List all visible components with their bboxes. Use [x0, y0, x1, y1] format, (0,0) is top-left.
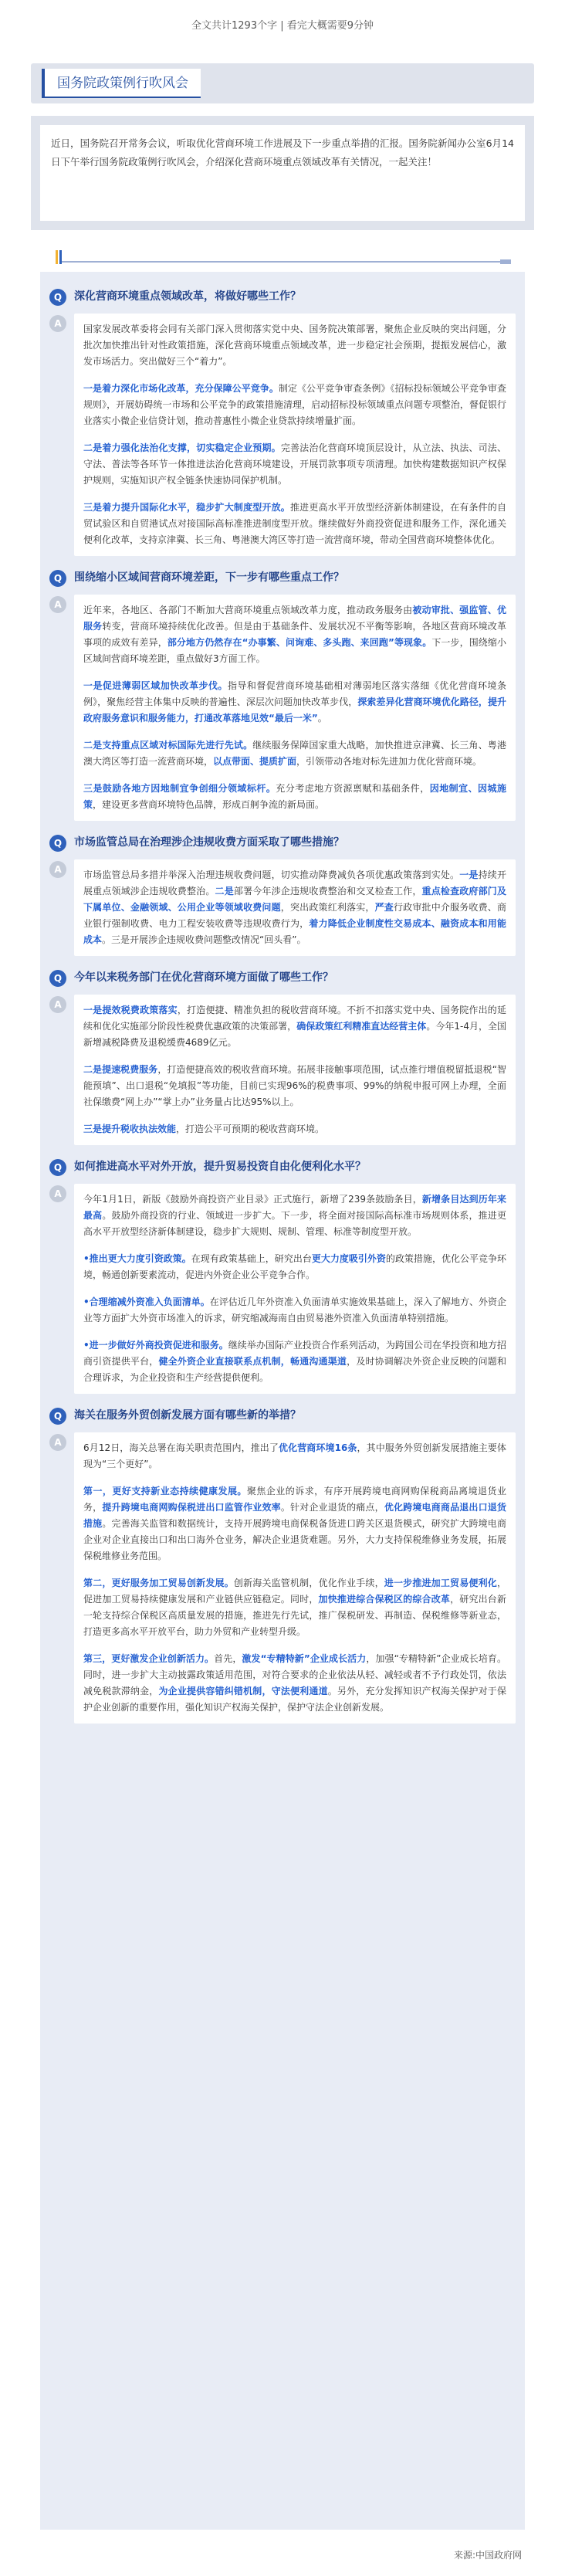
body-text: 。今年1-4月，全国新增减税降费及退税缓费4689亿元。: [83, 1021, 506, 1048]
question-row: [49, 287, 516, 306]
body-text: 指导和督促营商环境基础相对薄弱地区落实落细《优化营商环境条例》，聚焦经营主体集中反映的普遍性、深层次问题加快改革步伐，: [83, 680, 506, 707]
answer-paragraph: [83, 1191, 506, 1240]
intro-text: 近日，国务院召开常务会议，听取优化营商环境工作进展及下一步重点举措的汇报。国务院新闻办公室6月14日下午举行国务院政策例行吹风会，介绍深化营商环境重点领域改革有关情况，一起关注！: [40, 125, 525, 221]
body-text: 。针对企业退货的痛点，: [280, 1502, 384, 1513]
highlight-text: •合理缩减外资准入负面清单。: [83, 1296, 210, 1307]
body-text: 。三是开展涉企违规收费问题整改情况“回头看”。: [102, 934, 306, 945]
question-badge-icon: Q: [49, 835, 66, 852]
highlight-text: 更大力度吸引外资: [311, 1253, 386, 1264]
body-text: ，研究出台新一轮支持综合保税区高质量发展的措施，推进先行先试，推广保税研发、再制造、保税维修等新业态，打造更多高水平开放平台，助力外贸和产业转型升级。: [83, 1594, 506, 1637]
answer-card: [74, 995, 516, 1145]
answer-row: [49, 314, 516, 556]
answer-paragraph: [83, 500, 506, 548]
answer-paragraph: [83, 1337, 506, 1386]
highlight-text: 探索差异化营商环境优化路径，提升政府服务意识和服务能力，打通改革落地见效“最后一米”: [83, 697, 506, 724]
answer-card: [74, 859, 516, 956]
body-text: 。鼓励外商投资的行业、领域进一步扩大。下一步，将全面对接国际高标准市场规则体系，推进更高水平开放型经济新体制建设，稳步扩大规则、规制、管理、标准等制度型开放。: [83, 1210, 506, 1237]
body-text: 。完善海关监管和数据统计，支持开展跨境电商保税备货进口跨关区退货模式，研究扩大跨境电商企业对企业直接出口和出口海外仓业务，解决企业退货难题。另外，大力支持保税维修业务发展，拓展保税维修业务范围。: [83, 1518, 506, 1561]
highlight-text: 重点检查政府部门及下属单位、金融领域、公用企业等领域收费问题: [83, 886, 506, 913]
body-text: 国家发展改革委将会同有关部门深入贯彻落实党中央、国务院决策部署，聚焦企业反映的突出问题，分批次加快推出针对性政策措施，深化营商环境重点领域改革，进一步稳定社会预期，提振发展信心，激发市场活力。突出做好三个“着力”。: [83, 324, 506, 367]
question-text: 围绕缩小区域间营商环境差距，下一步有哪些重点工作？: [74, 571, 344, 584]
highlight-text: 二是着力强化法治化支撑，切实稳定企业预期。: [83, 442, 281, 453]
body-text: ，打造便捷高效的税收营商环境。拓展非接触事项范围，试点推行增值税留抵退税“智能预填”、出口退税“免填报”等功能，目前已实现96%的税费事项、99%的纳税申报可网上办理，全面社保缴费“网上办”“掌上办”业务量占比达95%以上。: [83, 1064, 506, 1107]
qa-section: [49, 287, 516, 556]
body-text: 持续开展重点领域涉企违规收费整治。: [83, 869, 506, 897]
body-text: 完善法治化营商环境顶层设计，从立法、执法、司法、守法、普法等各环节一体推进法治化营商环境建设，开展罚款事项专项清理。加快构建数据知识产权保护规则，实施知识产权全链条快速协同保护机制。: [83, 442, 506, 486]
highlight-text: 部分地方仍然存在“办事繁、问询难、多头跑、来回跑”等现象。: [167, 637, 432, 648]
highlight-text: 健全外资企业直接联系点机制，畅通沟通渠道: [158, 1356, 347, 1367]
answer-card: [74, 595, 516, 821]
answer-paragraph: [83, 1062, 506, 1110]
highlight-text: 为企业提供容错纠错机制，守法便利通道: [158, 1686, 328, 1696]
highlight-text: 新增条目达到历年来最高: [83, 1194, 506, 1221]
highlight-text: 一是着力深化市场化改革，充分保障公平竞争。: [83, 383, 279, 394]
answer-card: [74, 1184, 516, 1394]
answer-badge-icon: A: [49, 996, 66, 1013]
body-text: 继续服务保障国家重大战略，加快推进京津冀、长三角、粤港澳大湾区等打造一流营商环境，: [83, 740, 506, 767]
reading-meta: 全文共计1293个字 | 看完大概需要9分钟: [191, 20, 374, 32]
body-text: ，加强“专精特新”企业成长培育。同时，进一步扩大主动披露政策适用范围，对符合要求的企业依法从轻、减轻或者不予行政处罚，依法减免税款滞纳金，: [83, 1653, 506, 1696]
body-text: 在评估近几年外资准入负面清单实施效果基础上，深入了解地方、外资企业等方面扩大外资市场准入的诉求，研究缩减海南自由贸易港外资准入负面清单特别措施。: [83, 1296, 506, 1324]
highlight-text: 提速税费服务: [102, 1064, 158, 1075]
body-text: 。另外，充分发挥知识产权海关保护对于保护企业创新的重要作用，强化知识产权海关保护，保护守法企业创新发展。: [83, 1686, 506, 1713]
highlight-text: •进一步做好外商投资促进和服务。: [83, 1340, 228, 1351]
body-text: 。: [317, 713, 327, 724]
answer-row: [49, 595, 516, 821]
answer-paragraph: [83, 1440, 506, 1473]
highlight-text: 第二，更好服务加工贸易创新发展。: [83, 1578, 234, 1588]
question-text: 深化营商环境重点领域改革，将做好哪些工作？: [74, 290, 301, 303]
highlight-text: 加快推进综合保税区的综合改革: [318, 1594, 451, 1605]
body-text: 今年1月1日，新版《鼓励外商投资产业目录》正式施行，新增了239条鼓励条目，: [83, 1194, 422, 1205]
body-text: ，突出政策红利落实，: [280, 902, 375, 913]
qa-section: [49, 1406, 516, 1724]
highlight-text: 三是鼓励各地方因地制宜争创细分领域标杆。: [83, 783, 276, 794]
qa-section: [49, 833, 516, 956]
body-text: 首先，: [214, 1653, 242, 1664]
answer-paragraph: [83, 1121, 506, 1137]
highlight-text: 一是: [83, 1005, 103, 1015]
answer-card: [74, 1432, 516, 1724]
highlight-text: 第一，更好支持新业态持续健康发展。: [83, 1486, 247, 1496]
title-banner: [31, 63, 534, 103]
body-text: 继续举办国际产业投资合作系列活动，为跨国公司在华投资和地方招商引资提供平台，: [83, 1340, 507, 1367]
body-text: ，及时协调解决外资企业反映的问题和合理诉求，为企业投资和生产经营提供便利。: [83, 1356, 506, 1383]
divider-ornament: [56, 250, 63, 267]
highlight-text: •推出更大力度引资政策。: [83, 1253, 191, 1264]
answer-badge-icon: A: [49, 1434, 66, 1451]
answer-badge-icon: A: [49, 1185, 66, 1202]
highlight-text: 提效税费政策落实: [102, 1005, 178, 1015]
highlight-text: 提升跨境电商网购保税进出口监管作业效率: [102, 1502, 281, 1513]
highlight-text: 着力降低企业制度性交易成本、融资成本和用能成本: [83, 918, 506, 945]
body-text: ，其中服务外贸创新发展措施主要体现为“三个更好”。: [83, 1442, 506, 1469]
question-text: 海关在服务外贸创新发展方面有哪些新的举措？: [74, 1409, 301, 1422]
answer-paragraph: [83, 1294, 506, 1327]
question-row: [49, 1158, 516, 1176]
page-title: 国务院政策例行吹风会: [42, 69, 201, 98]
body-text: 部署今年涉企违规收费整治和交叉检查工作，: [233, 886, 422, 897]
answer-row: [49, 1432, 516, 1724]
answer-badge-icon: A: [49, 596, 66, 613]
body-text: 充分考虑地方资源禀赋和基础条件，: [276, 783, 430, 794]
divider-end-ornament: [500, 259, 511, 264]
answer-paragraph: [83, 1251, 506, 1283]
body-text: 创新海关监管机制，优化作业手续，: [233, 1578, 384, 1588]
highlight-text: 提升税收执法效能: [102, 1124, 177, 1134]
highlight-text: 以点带面、提质扩面: [213, 756, 297, 767]
question-row: [49, 568, 516, 587]
highlight-text: 二是: [215, 886, 234, 897]
question-row: [49, 1406, 516, 1425]
source-credit: 来源:中国政府网: [453, 2550, 522, 2561]
highlight-text: 第三，更好激发企业创新活力。: [83, 1653, 215, 1664]
body-text: 在现有政策基础上，研究出台: [191, 1253, 312, 1264]
question-text: 今年以来税务部门在优化营商环境方面做了哪些工作？: [74, 971, 333, 984]
answer-row: [49, 859, 516, 956]
intro-panel: [31, 116, 534, 230]
question-row: [49, 968, 516, 987]
body-text: 市场监管总局多措并举深入治理违规收费问题，切实推动降费减负各项优惠政策落到实处。: [83, 869, 460, 880]
answer-paragraph: [83, 1651, 506, 1716]
highlight-text: 二是: [83, 1064, 103, 1075]
body-text: 聚焦企业的诉求，有序开展跨境电商网购保税商品离境退货业务，: [83, 1486, 506, 1513]
answer-paragraph: [83, 1483, 506, 1564]
answer-paragraph: [83, 678, 506, 727]
highlight-text: 优化跨境电商商品退出口退货措施: [83, 1502, 506, 1529]
answer-row: [49, 995, 516, 1145]
body-text: 近年来，各地区、各部门不断加大营商环境重点领域改革力度，推动政务服务由: [83, 605, 413, 615]
body-text: ，打造便捷、精准负担的税收营商环境。不折不扣落实党中央、国务院作出的延续和优化实施部分阶段性税费优惠政策的决策部署，: [83, 1005, 506, 1032]
body-text: 下一步，围绕缩小区域间营商环境差距，重点做好3方面工作。: [83, 637, 506, 664]
answer-badge-icon: A: [49, 861, 66, 878]
body-text: 制定《公平竞争审查条例》《招标投标领域公平竞争审查规则》，开展妨碍统一市场和公平竞争的政策措施清理，启动招标投标领域重点问题专项整治，督促银行业落实小微企业信贷计划，推动普惠性小微企业贷款持续增量扩面。: [83, 383, 506, 426]
qa-section: [49, 968, 516, 1145]
highlight-text: 严查: [374, 902, 394, 913]
highlight-text: 优化营商环境16条: [279, 1442, 357, 1453]
body-text: ，建设更多营商环境特色品牌，形成百舸争流的新局面。: [93, 799, 325, 810]
question-text: 市场监管总局在治理涉企违规收费方面采取了哪些措施？: [74, 836, 344, 849]
question-badge-icon: Q: [49, 1408, 66, 1425]
answer-row: [49, 1184, 516, 1394]
answer-paragraph: [83, 781, 506, 813]
qa-section: [49, 1158, 516, 1394]
body-text: ，打造公平可预期的税收营商环境。: [176, 1124, 325, 1134]
answer-badge-icon: A: [49, 315, 66, 332]
question-badge-icon: Q: [49, 570, 66, 587]
body-text: 行政审批中介服务收费、商业银行强制收费、电力工程安装收费等违规收费行为，: [83, 902, 506, 929]
section-divider: [62, 261, 506, 263]
highlight-text: 因地制宜、因城施策: [83, 783, 506, 810]
highlight-text: 进一步推进加工贸易便利化: [384, 1578, 497, 1588]
highlight-text: 一是: [459, 869, 479, 880]
highlight-text: 三是: [83, 1124, 103, 1134]
highlight-text: 一是促进薄弱区域加快改革步伐。: [83, 680, 228, 691]
highlight-text: 被动审批、强监管、优服务: [83, 605, 506, 632]
question-row: [49, 833, 516, 852]
answer-card: [74, 314, 516, 556]
answer-paragraph: [83, 602, 506, 667]
question-text: 如何推进高水平对外开放，提升贸易投资自由化便利化水平？: [74, 1161, 366, 1173]
qa-section: [49, 568, 516, 821]
body-text: ，促进加工贸易持续健康发展和产业链供应链稳定。同时，: [83, 1578, 506, 1605]
qa-panel: [40, 272, 525, 2530]
answer-paragraph: [83, 440, 506, 489]
body-text: 的政策措施，优化公平竞争环境，畅通创新要素流动，促进内外资企业公平竞争合作。: [83, 1253, 506, 1280]
highlight-text: 二是支持重点区域对标国际先进行先试。: [83, 740, 253, 751]
highlight-text: 激发“专精特新”企业成长活力: [242, 1653, 367, 1664]
question-badge-icon: Q: [49, 970, 66, 987]
answer-paragraph: [83, 1575, 506, 1640]
answer-paragraph: [83, 381, 506, 429]
highlight-text: 三是着力提升国际化水平，稳步扩大制度型开放。: [83, 502, 290, 513]
body-text: 6月12日，海关总署在海关职责范围内，推出了: [83, 1442, 279, 1453]
answer-paragraph: [83, 737, 506, 770]
question-badge-icon: Q: [49, 1159, 66, 1176]
answer-paragraph: [83, 1002, 506, 1051]
body-text: ，引领带动各地对标先进加力优化营商环境。: [296, 756, 482, 767]
answer-paragraph: [83, 321, 506, 370]
question-badge-icon: Q: [49, 289, 66, 306]
highlight-text: 确保政策红利精准直达经营主体: [296, 1021, 427, 1032]
body-text: 推进更高水平开放型经济新体制建设，在有条件的自贸试验区和自贸港试点对接国际高标准推进制度型开放。继续做好外商投资促进和服务工作，深化通关便利化改革，支持京津冀、长三角、粤港澳大湾区等打造一流营商环境，带动全国营商环境整体优化。: [83, 502, 506, 545]
body-text: 转变，营商环境持续优化改善。但是由于基础条件、发展状况不平衡等影响，各地区营商环境改革事项的成效有差异，: [83, 621, 506, 648]
answer-paragraph: [83, 867, 506, 948]
